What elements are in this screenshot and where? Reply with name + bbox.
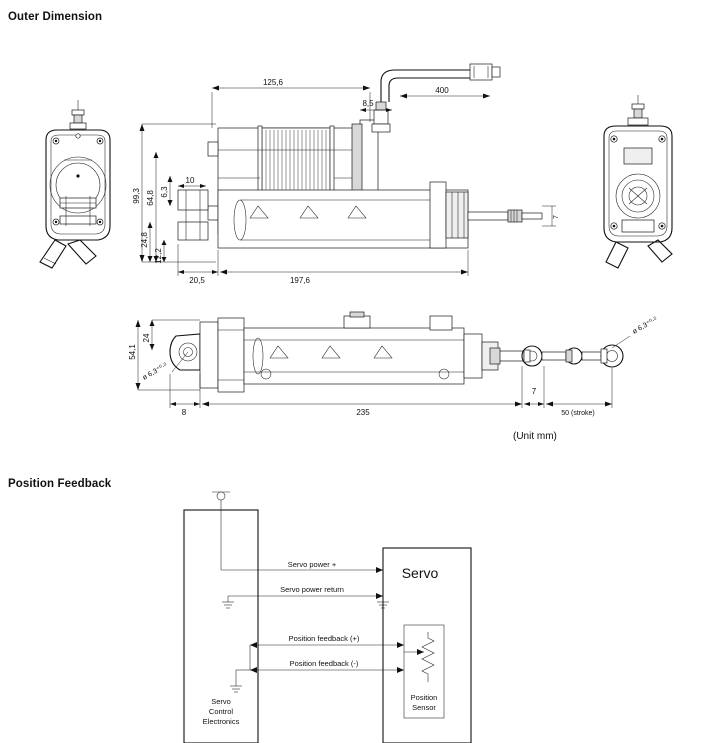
dim-54-1: 54,1	[128, 344, 137, 360]
servo-box-title: Servo	[401, 565, 439, 581]
sensor-line-2: Sensor	[412, 703, 436, 712]
left-end-view	[40, 100, 110, 268]
left-box-line-1: Servo	[211, 697, 231, 706]
sensor-line-1: Position	[410, 693, 438, 702]
dim-10: 10	[185, 176, 195, 185]
right-end-view	[604, 95, 672, 268]
dim-7-bottom: 7	[531, 387, 537, 396]
dim-400: 400	[435, 86, 449, 95]
dim-8-5: 8,5	[362, 99, 374, 108]
dim-6-3: 6,3	[160, 186, 169, 198]
main-side-view	[208, 64, 560, 248]
dim-24: 24	[142, 333, 151, 343]
signal-label-servo-power-return: Servo power return	[280, 585, 344, 594]
page-title-outer-dimension: Outer Dimension	[8, 11, 103, 23]
dim-99-3: 99,3	[132, 188, 141, 204]
signal-label-position-feedback-minus: Position feedback (-)	[289, 659, 359, 668]
dim-hole-right: ø 6,3⁺⁰·²	[631, 316, 659, 336]
dim-12-2: 12,2	[154, 248, 163, 264]
signal-label-servo-power-plus: Servo power +	[287, 560, 337, 569]
signal-label-position-feedback-plus: Position feedback (+)	[288, 634, 360, 643]
dim-7-right: 7	[553, 215, 560, 219]
position-feedback-schematic	[184, 492, 471, 743]
dim-20-5: 20,5	[189, 276, 205, 285]
dim-64-8: 64,8	[146, 190, 155, 206]
plan-view	[170, 312, 623, 392]
dim-hole-left: ø 6,3⁺⁰·²	[141, 362, 169, 382]
dim-24-8: 24,8	[140, 232, 149, 248]
dim-8-left: 8	[181, 408, 187, 417]
left-box-line-3: Electronics	[202, 717, 240, 726]
dim-50-stroke: 50 (stroke)	[561, 410, 595, 417]
dim-235: 235	[356, 408, 370, 417]
unit-note: (Unit mm)	[513, 431, 557, 442]
dim-197-6: 197,6	[289, 276, 311, 285]
left-box-line-2: Control	[208, 707, 234, 716]
dim-125-6: 125,6	[262, 78, 284, 87]
page-title-position-feedback: Position Feedback	[8, 478, 112, 490]
